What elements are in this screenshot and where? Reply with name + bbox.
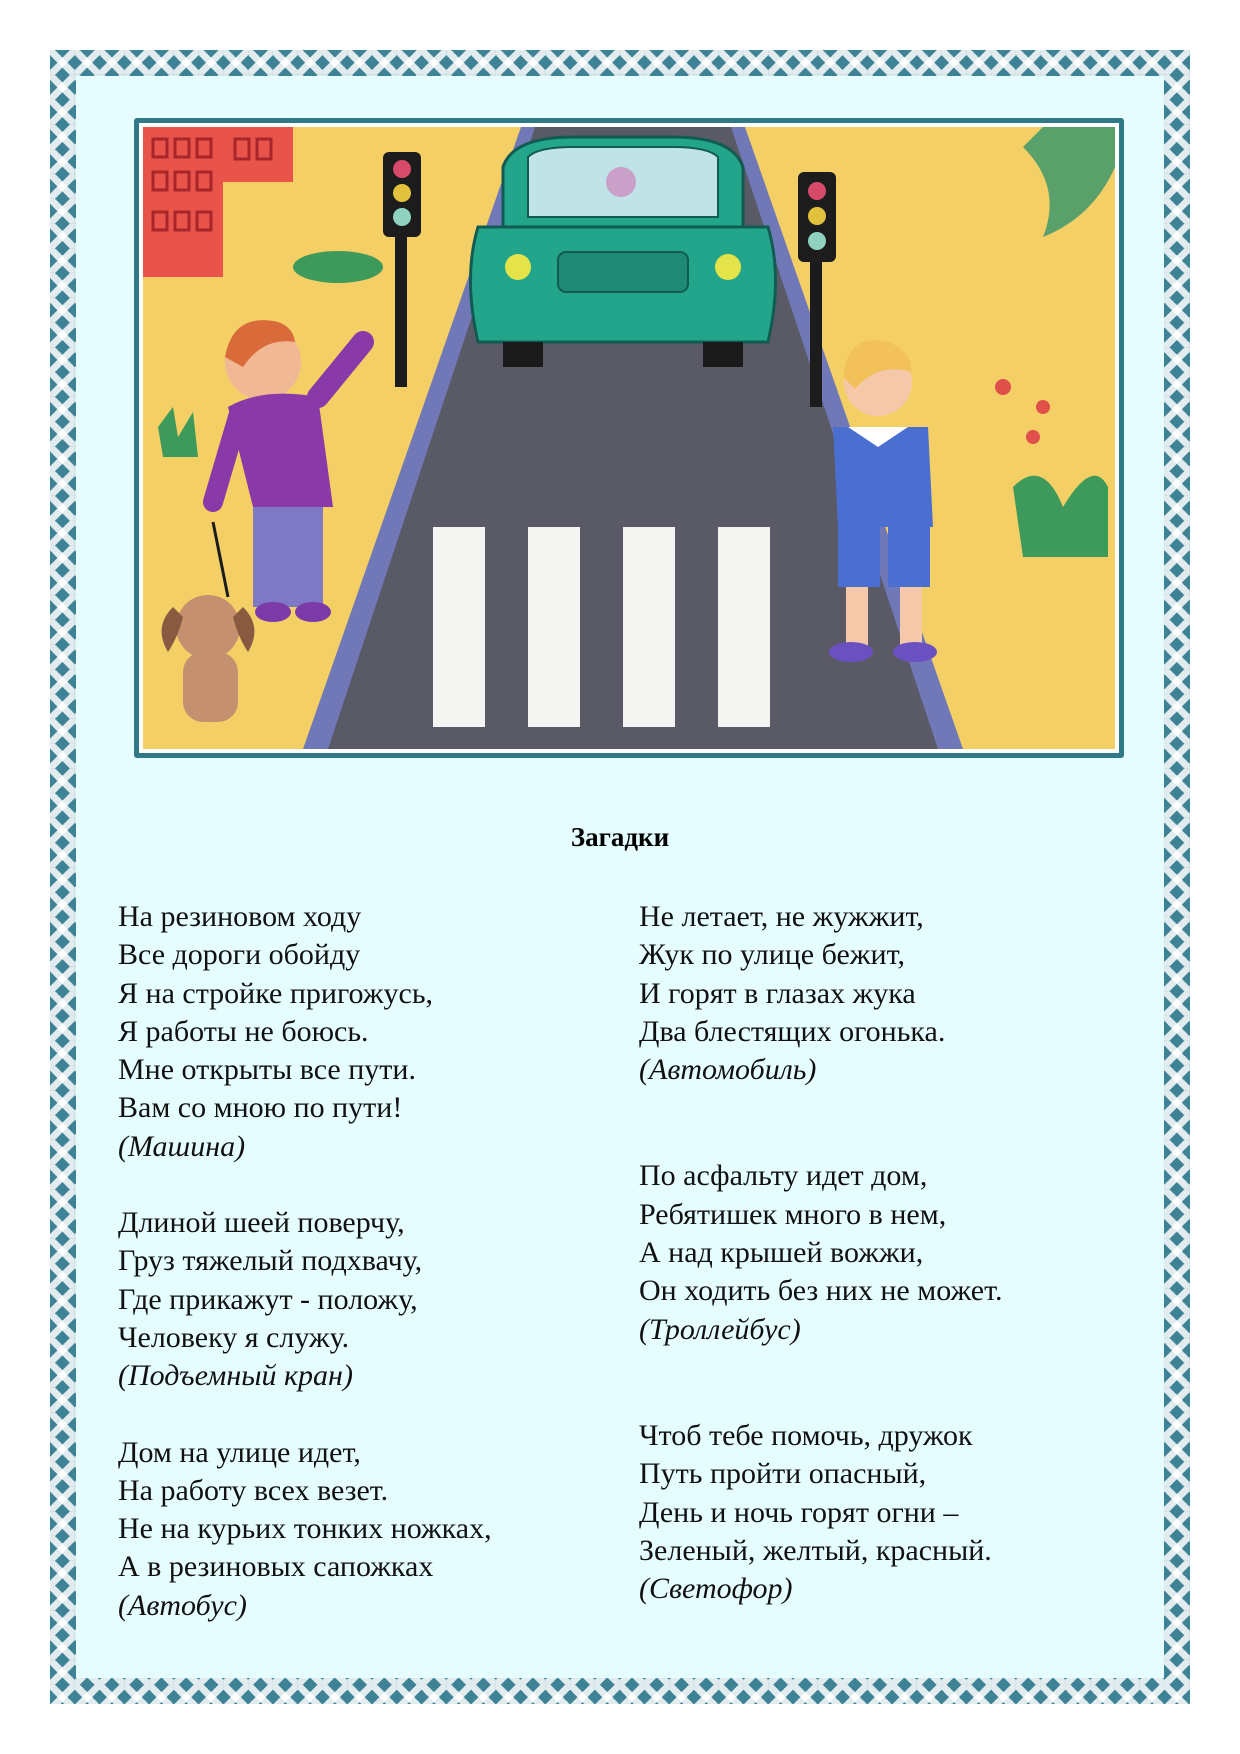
riddle-line: И горят в глазах жука bbox=[639, 976, 916, 1010]
riddle-line: Зеленый, желтый, красный. bbox=[639, 1533, 992, 1567]
page-title: Загадки bbox=[570, 822, 670, 852]
riddle-crane bbox=[118, 1204, 618, 1395]
riddle-line: Вам со мною по пути! bbox=[118, 1091, 403, 1125]
riddle-line: Два блестящих огонька. bbox=[639, 1014, 946, 1048]
riddle-line: А над крышей вожжи, bbox=[639, 1236, 924, 1270]
riddle-answer: (Автобус) bbox=[118, 1588, 247, 1622]
riddles-right-column bbox=[639, 898, 1159, 1608]
riddle-answer: (Автомобиль) bbox=[639, 1053, 817, 1087]
riddle-traffic-light bbox=[639, 1417, 1159, 1608]
riddle-answer: (Троллейбус) bbox=[639, 1312, 801, 1346]
riddle-line: На работу всех везет. bbox=[118, 1473, 389, 1507]
riddle-line: По асфальту идет дом, bbox=[639, 1159, 928, 1193]
riddle-line: Путь пройти опасный, bbox=[639, 1457, 927, 1491]
riddle-line: А в резиновых сапожках bbox=[118, 1550, 434, 1584]
riddle-line: Мне открыты все пути. bbox=[118, 1053, 416, 1087]
riddle-car bbox=[118, 898, 618, 1166]
riddle-answer: (Машина) bbox=[118, 1129, 246, 1163]
riddle-line: Чтоб тебе помочь, дружок bbox=[639, 1418, 973, 1452]
riddle-answer: (Светофор) bbox=[639, 1572, 793, 1606]
riddle-line: Ребятишек много в нем, bbox=[639, 1197, 947, 1231]
riddle-line: Я работы не боюсь. bbox=[118, 1014, 369, 1048]
riddle-line: Не на курьих тонких ножках, bbox=[118, 1512, 492, 1546]
riddle-line: Не летает, не жужжит, bbox=[639, 900, 924, 933]
riddle-answer: (Подъемный кран) bbox=[118, 1359, 353, 1393]
riddle-line: Длиной шеей поверчу, bbox=[118, 1206, 405, 1240]
illustration-frame bbox=[134, 118, 1124, 758]
riddle-line: Дом на улице идет, bbox=[118, 1435, 361, 1469]
riddle-automobile bbox=[639, 898, 1159, 1089]
riddle-line: Он ходить без них не может. bbox=[639, 1274, 1003, 1308]
riddle-line: На резиновом ходу bbox=[118, 900, 362, 933]
riddle-line: Груз тяжелый подхвачу, bbox=[118, 1244, 423, 1278]
riddle-line: Я на стройке пригожусь, bbox=[118, 976, 434, 1010]
riddle-line: Человеку я служу. bbox=[118, 1320, 350, 1354]
riddle-line: День и ночь горят огни – bbox=[639, 1495, 959, 1529]
riddle-line: Где прикажут - положу, bbox=[118, 1282, 418, 1316]
riddle-trolleybus bbox=[639, 1157, 1159, 1348]
riddle-bus bbox=[118, 1434, 618, 1625]
riddle-line: Все дороги обойду bbox=[118, 938, 361, 972]
traffic-scene-illustration bbox=[143, 127, 1115, 749]
riddles-left-column bbox=[118, 898, 618, 1625]
car-icon bbox=[471, 137, 776, 367]
riddle-line: Жук по улице бежит, bbox=[639, 938, 905, 972]
